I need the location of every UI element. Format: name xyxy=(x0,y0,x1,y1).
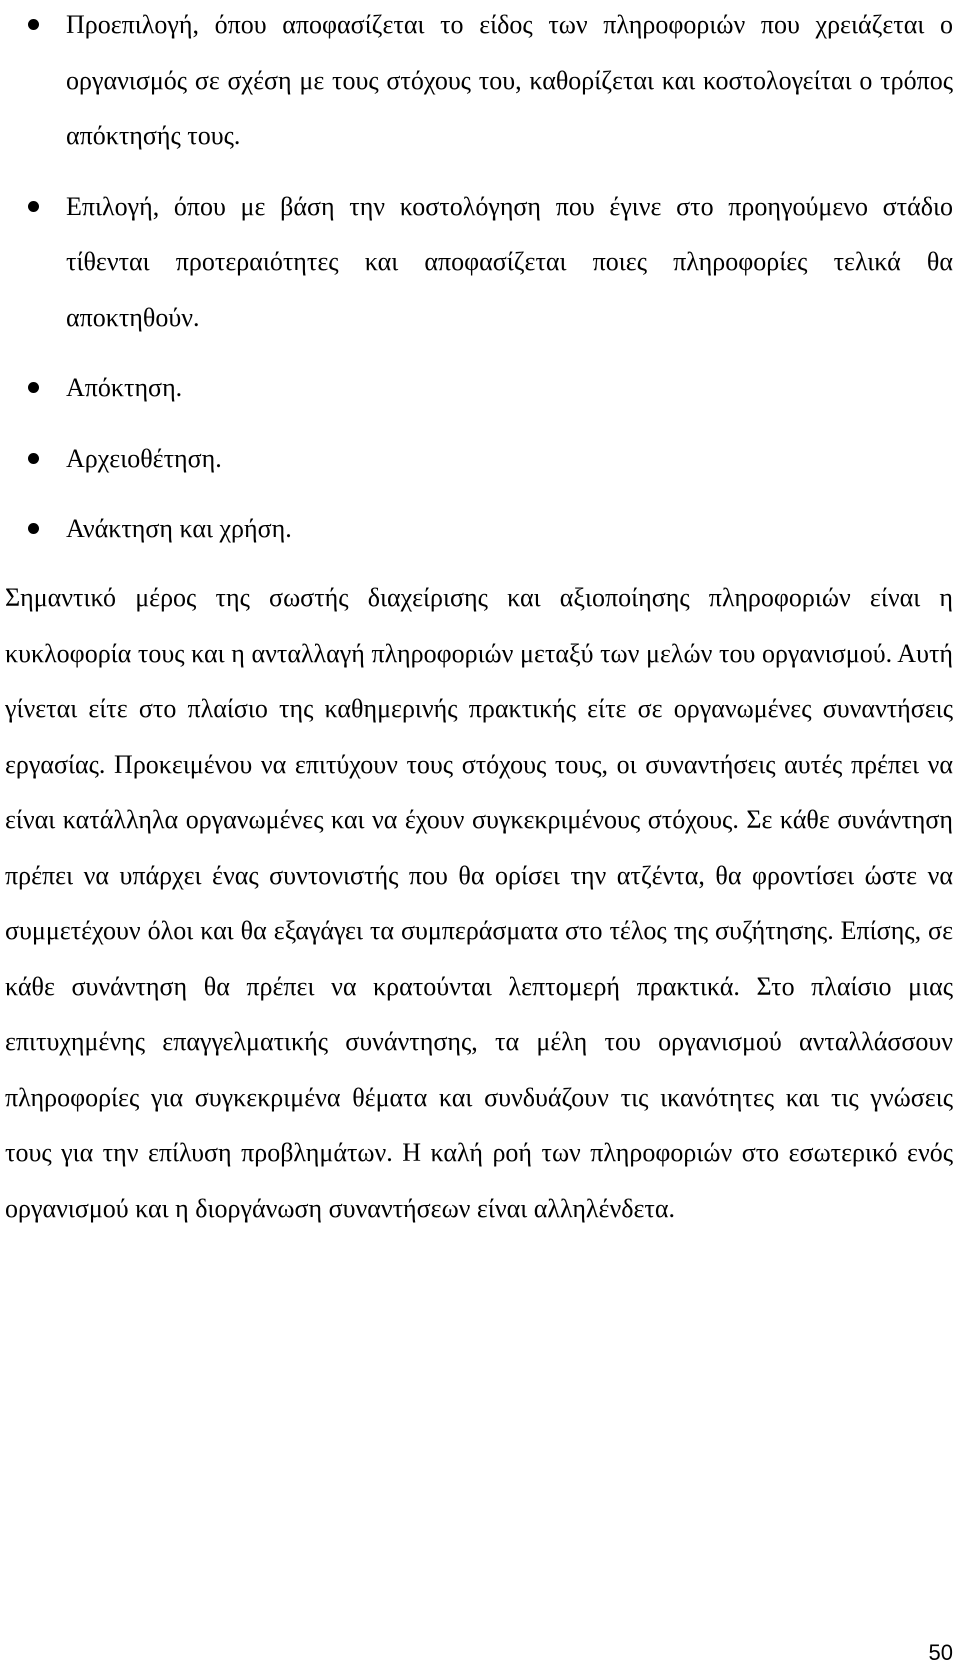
page-number: 50 xyxy=(928,1640,953,1665)
list-item xyxy=(18,179,953,346)
bullet-icon xyxy=(28,523,39,534)
bullet-icon xyxy=(28,19,39,30)
list-item xyxy=(18,501,953,557)
bullet-icon xyxy=(28,382,39,393)
list-item-text: Απόκτηση. xyxy=(66,373,183,402)
body-paragraph: Σημαντικό μέρος της σωστής διαχείρισης και αξιοποίησης πληροφοριών είναι η κυκλοφορία τους και η ανταλλαγή πληροφοριών μεταξύ των μελών του οργανισμού. Αυτή γίνεται είτε στο πλαίσιο της καθημερινής πρακτικής είτε σε οργανωμένες συναντήσεις εργασίας. Προκειμένου να επιτύχουν τους στόχους τους, οι συναντήσεις αυτές πρέπει να είναι κατάλληλα οργανωμένες και να έχουν συγκεκριμένους στόχους. Σε κάθε συνάντηση πρέπει να υπάρχει ένας συντονιστής που θα ορίσει την ατζέντα, θα φροντίσει ώστε να συμμετέχουν όλοι και θα εξαγάγει τα συμπεράσματα στο τέλος της συζήτησης. Επίσης, σε κάθε συνάντηση θα πρέπει να κρατούνται λεπτομερή πρακτικά. Στο πλαίσιο μιας επιτυχημένης επαγγελματικής συνάντησης, τα μέλη του οργανισμού ανταλλάσσουν πληροφορίες για συγκεκριμένα θέματα και συνδυάζουν τις ικανότητες και τις γνώσεις τους για την επίλυση προβλημάτων. Η καλή ροή των πληροφοριών στο εσωτερικό ενός οργανισμού και η διοργάνωση συναντήσεων είναι αλληλένδετα. xyxy=(5,583,953,1223)
list-item xyxy=(18,360,953,416)
list-item-text: Προεπιλογή, όπου αποφασίζεται το είδος των πληροφοριών που χρειάζεται ο οργανισμός σε σχέση με τους στόχους του, καθορίζεται και κοστολογείται ο τρόπος απόκτησής τους. xyxy=(66,10,953,150)
bullet-icon xyxy=(28,453,39,464)
list-item xyxy=(18,431,953,487)
list-item-text: Ανάκτηση και χρήση. xyxy=(66,514,292,543)
list-item-text: Αρχειοθέτηση. xyxy=(66,443,222,473)
bullet-icon xyxy=(28,201,39,212)
list-item xyxy=(18,0,953,164)
bullet-list xyxy=(18,0,953,557)
list-item-text: Επιλογή, όπου με βάση την κοστολόγηση που έγινε στο προηγούμενο στάδιο τίθενται προτεραιότητες και αποφασίζεται ποιες πληροφορίες τελικά θα αποκτηθούν. xyxy=(66,191,953,332)
